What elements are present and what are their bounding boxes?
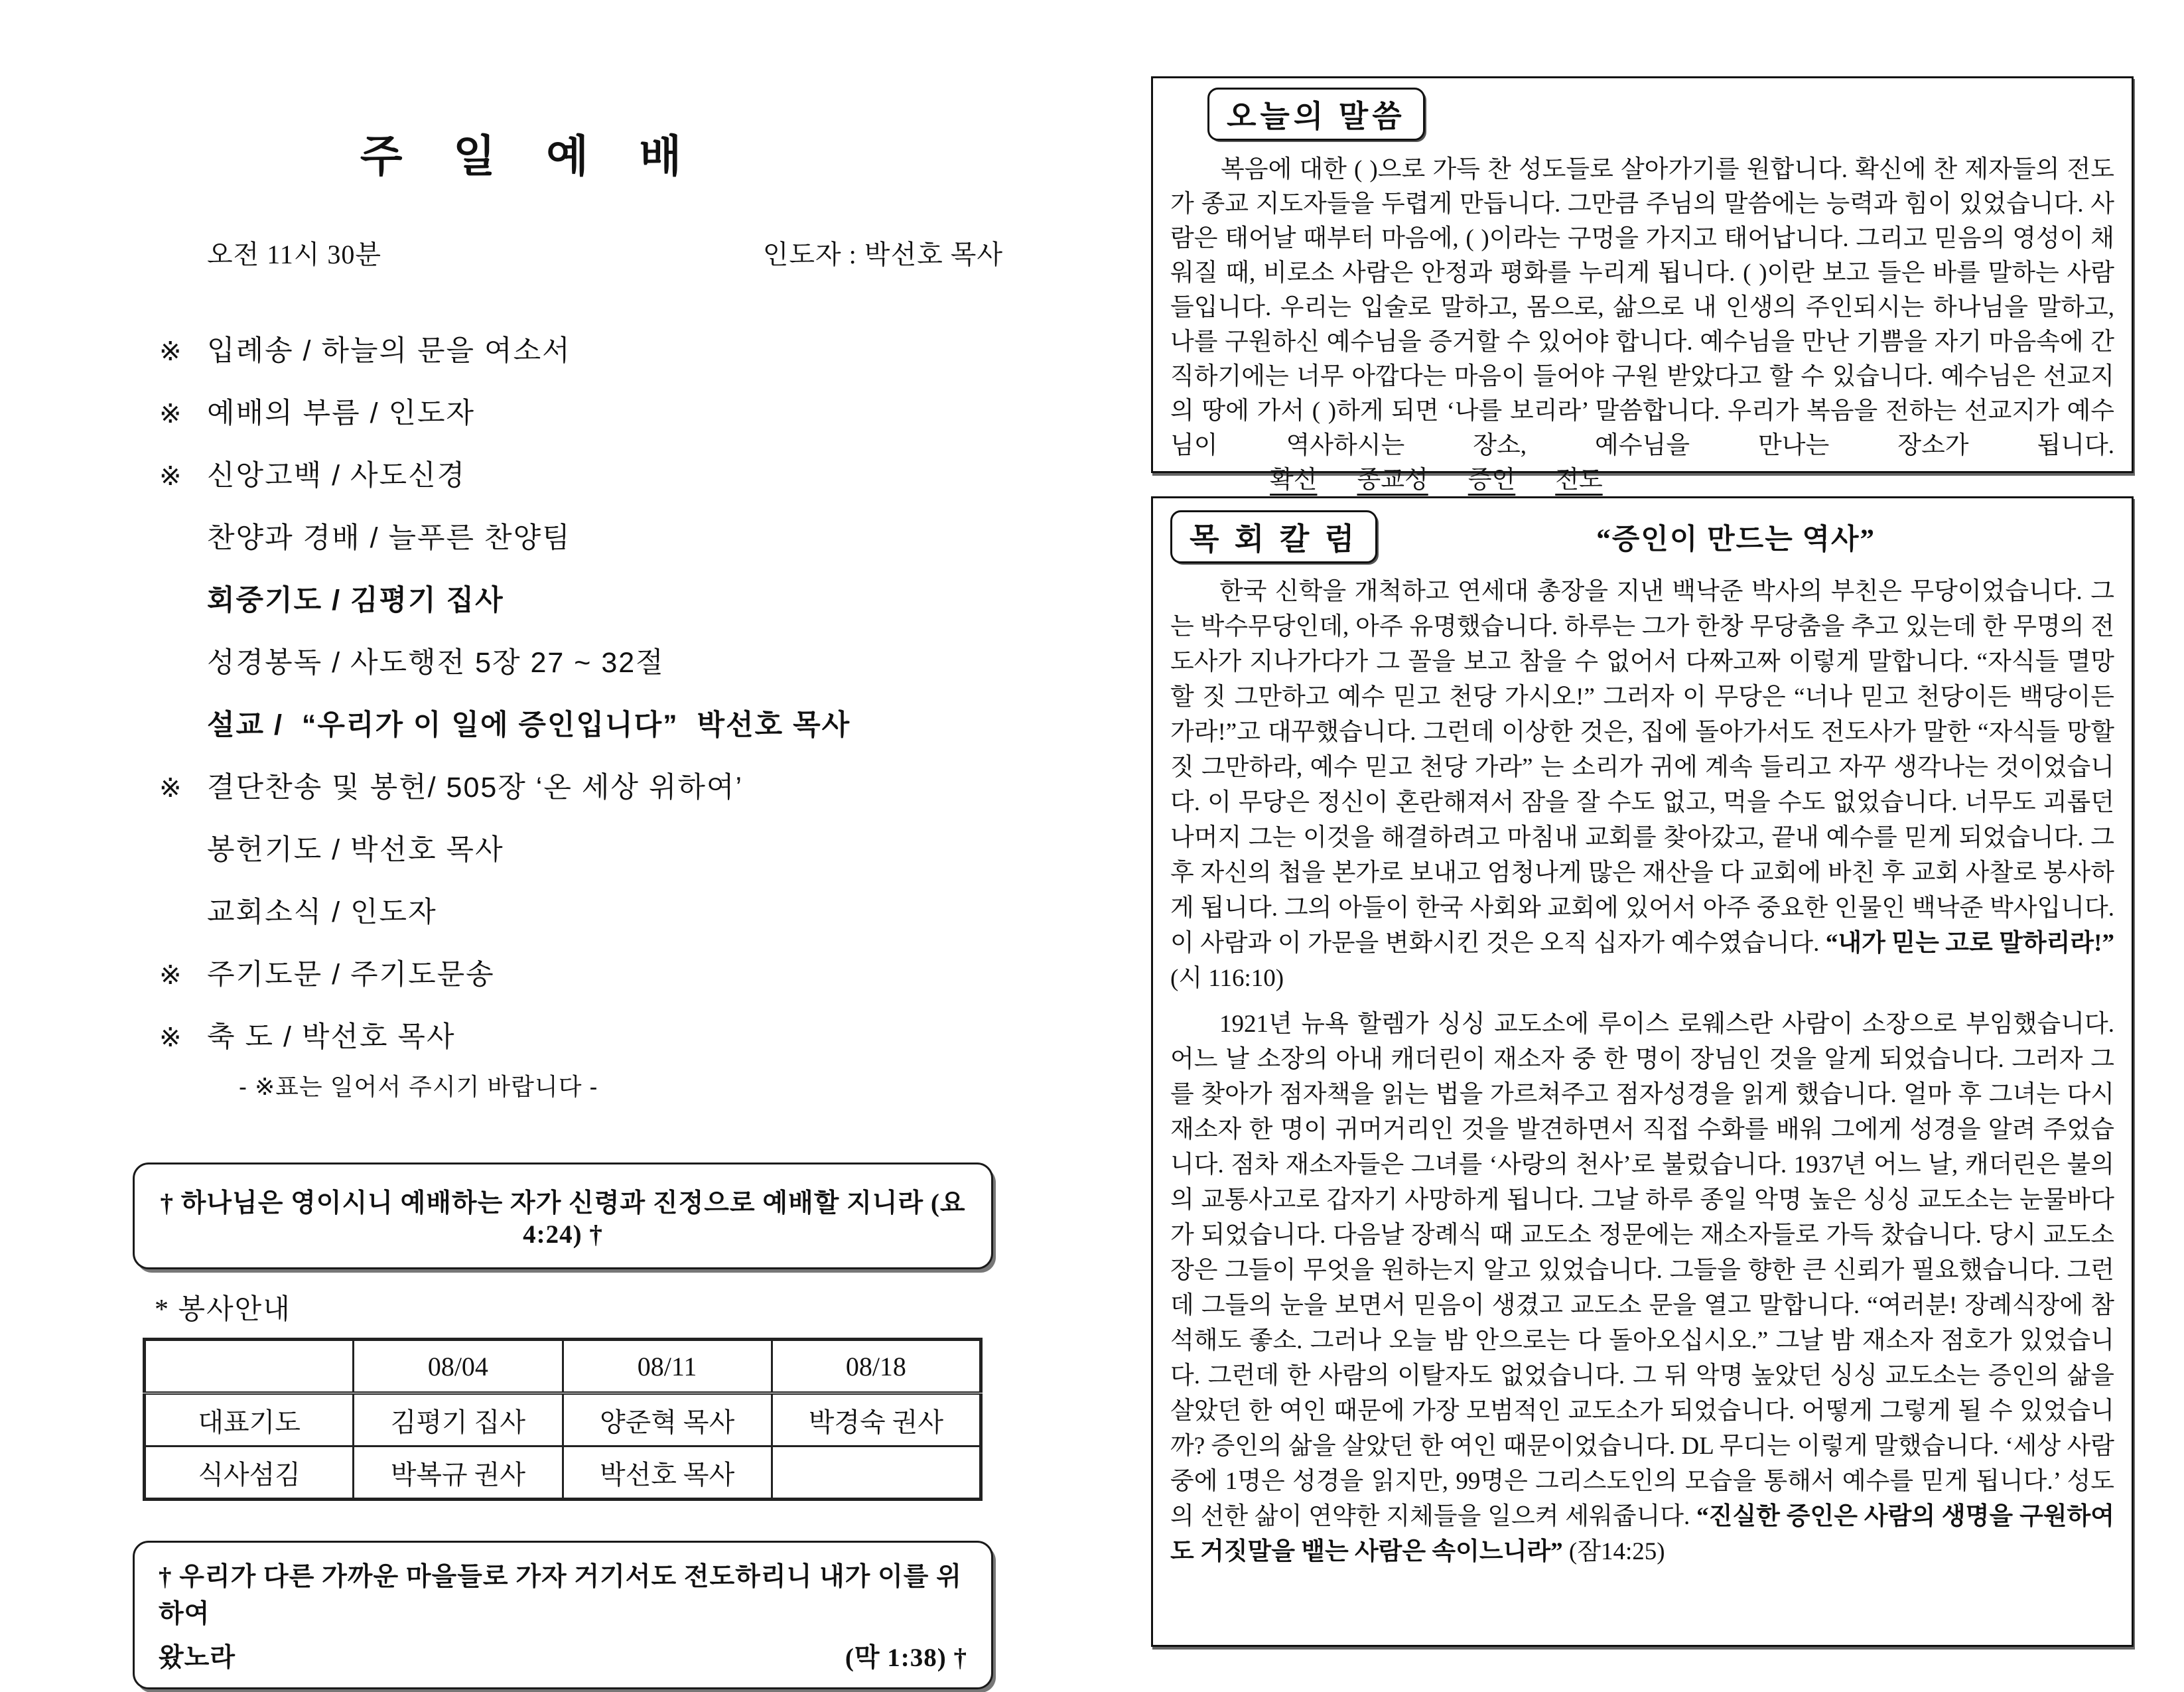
answer-word: 종교성 xyxy=(1357,466,1428,494)
todays-word-text: 복음에 대한 ( )으로 가득 찬 성도들로 살아가기를 원합니다. 확신에 찬 제자들의 전도가 종교 지도자들을 두렵게 만듭니다. 그만큼 주님의 말씀에는 능력과 힘이 있었습니다. 사람은 태어날 때부터 마음에, ( )이라는 구멍을 가지고 태어납니다. 그리고 믿음의 영성이 채워질 때, 비로소 사람은 안정과 평화를 누리게 됩니다. ( )이란 보고 들은 바를 말하는 사람들입니다. 우리는 입술로 말하고, 몸으로, 삶으로 내 인생의 주인되시는 하나님을 말하고, 나를 구원하신 예수님을 증거할 수 있어야 합니다. 예수님을 만난 기쁨을 자기 마음속에 간직하기에는 너무 아깝다는 마음이 들어야 구원 받았다고 할 수 있습니다. 예수님은 선교지의 땅에 가서 ( )하게 되면 ‘나를 보리라’ 말씀합니다. 우리가 복음을 전하는 선교지가 예수님이 역사하시는 장소, 예수님을 만나는 장소가 됩니다. xyxy=(1170,156,2114,459)
todays-word-label: 오늘의 말씀 xyxy=(1207,88,1425,141)
worship-order-text: 봉헌기도 / 박선호 목사 xyxy=(207,834,504,866)
worship-order-text: 찬양과 경배 / 늘푸른 찬양팀 xyxy=(207,522,571,554)
service-guide-heading: * 봉사안내 xyxy=(155,1295,291,1325)
service-table-cell: 박복규 권사 xyxy=(354,1446,563,1500)
pastoral-column-label: 목 회 칼 럼 xyxy=(1170,510,1377,563)
worship-order-text: 주기도문 / 주기도문송 xyxy=(207,959,495,991)
column-paragraph xyxy=(1170,1007,2114,1569)
worship-order-text: 결단찬송 및 봉헌/ 505장 ‘온 세상 위하여’ xyxy=(207,772,744,804)
service-table-cell: 양준혁 목사 xyxy=(563,1393,772,1446)
todays-word-section xyxy=(1151,76,2134,494)
stand-marker-icon: ※ xyxy=(159,462,182,491)
column-text-segment: (잠14:25) xyxy=(1562,1538,1665,1565)
pastoral-column-header xyxy=(1170,510,2114,563)
worship-order-text: 예배의 부름 / 인도자 xyxy=(207,397,476,429)
answer-word: 전도 xyxy=(1555,466,1603,494)
worship-order-text: 신앙고백 / 사도신경 xyxy=(207,460,466,492)
column-text-segment: “내가 믿는 고로 말하리라!” xyxy=(1825,930,2114,957)
service-table-cell: 김평기 집사 xyxy=(354,1393,563,1446)
column-text-segment: 1921년 뉴욕 할렘가 싱싱 교도소에 루이스 로웨스란 사람이 소장으로 부임했습니다. 어느 날 소장의 아내 캐더린이 재소자 중 한 명이 장님인 것을 알게 되었습니다. 그러자 그를 찾아가 점자책을 읽는 법을 가르쳐주고 점자성경을 읽게 했습니다. 얼마 후 그녀는 다시 재소자 한 명이 귀머거리인 것을 발견하면서 직접 수화를 배워 그에게 성경을 알려 주었습니다. 점차 재소자들은 그녀를 ‘사랑의 천사’로 불렀습니다. 1937년 어느 날, 캐더린은 불의의 교통사고로 갑자기 사망하게 됩니다. 그날 하루 종일 악명 높은 싱싱 교도소는 눈물바다가 되었습니다. 다음날 장례식 때 교도소 정문에는 재소자들로 가득 찼습니다. 당시 교도소장은 그들이 무엇을 원하는지 알고 있었습니다. 그들을 향한 큰 신뢰가 필요했습니다. 그런데 그들의 눈을 보면서 믿음이 생겼고 교도소 문을 열고 말합니다. “여러분! 장례식장에 참석해도 좋소. 그러나 오늘 밤 안으로는 다 돌아오십시오.” 그날 밤 재소자 점호가 있었습니다. 그런데 한 사람의 이탈자도 없었습니다. 그 뒤 악명 높았던 싱싱 교도소는 증인의 삶을 살았던 한 여인 때문에 가장 모범적인 교도소가 되었습니다. 어떻게 그렇게 될 수 있었습니까? 증인의 삶을 살았던 한 여인 때문이었습니다. DL 무디는 이렇게 말했습니다. ‘세상 사람 중에 1명은 성경을 읽지만, 99명은 그리스도인의 모습을 통해서 예수를 믿게 됩니다.’ 성도의 선한 삶이 연약한 지체들을 일으켜 세워줍니다. xyxy=(1170,1011,2114,1530)
worship-order-text: 회중기도 / 김평기 집사 xyxy=(207,585,504,616)
service-table-cell: 대표기도 xyxy=(145,1393,354,1446)
verse-reference: (막 1:38) † xyxy=(845,1644,967,1672)
stand-marker-icon: ※ xyxy=(159,1023,182,1052)
column-text-segment: (시 116:10) xyxy=(1170,965,1284,992)
answer-word: 증인 xyxy=(1467,466,1516,494)
worship-order-text: 입례송 / 하늘의 문을 여소서 xyxy=(207,335,571,367)
todays-word-body xyxy=(1170,153,2114,498)
stand-marker-icon: ※ xyxy=(159,337,182,366)
service-leader: 인도자 : 박선호 목사 xyxy=(762,240,1003,269)
service-table-header-cell: 08/18 xyxy=(772,1340,981,1393)
worship-order-text: 축 도 / 박선호 목사 xyxy=(207,1021,456,1053)
service-table-header-cell: 08/11 xyxy=(563,1340,772,1393)
answer-word-list xyxy=(1250,466,1623,494)
worship-order-text: 성경봉독 / 사도행전 5장 27 ~ 32절 xyxy=(207,647,665,679)
answer-word: 확신 xyxy=(1270,466,1318,494)
stand-marker-icon: ※ xyxy=(159,961,182,990)
column-paragraph xyxy=(1170,574,2114,996)
service-table-cell: 식사섬김 xyxy=(145,1446,354,1500)
worship-order-text: 교회소식 / 인도자 xyxy=(207,896,437,928)
stand-note: - ※표는 일어서 주시기 바랍니다 - xyxy=(239,1073,598,1100)
service-table-cell: 박선호 목사 xyxy=(563,1446,772,1500)
column-text-segment: “진실한 증인은 사람의 생명을 구원하여도 거짓말을 뱉는 사람은 속이느니라” xyxy=(1170,1503,2114,1565)
verse-text-line1: † 우리가 다른 가까운 마을들로 가자 거기서도 전도하리니 내가 이를 위하여 xyxy=(159,1563,962,1628)
stand-marker-icon: ※ xyxy=(159,399,182,429)
stand-marker-icon: ※ xyxy=(159,774,182,803)
column-text-segment: 한국 신학을 개척하고 연세대 총장을 지낸 백낙준 박사의 부친은 무당이었습니다. 그는 박수무당인데, 아주 유명했습니다. 하루는 그가 한창 무당춤을 추고 있는데 한 무명의 전도사가 지나가다가 그 꼴을 보고 참을 수 없어서 다짜고짜 이렇게 말합니다. “자식들 멸망할 짓 그만하고 예수 믿고 천당 가시오!” 그러자 이 무당은 “너나 믿고 천당이든 백당이든 가라!”고 대꾸했습니다. 그런데 이상한 것은, 집에 돌아가서도 전도사가 말한 “자식들 망할 짓 그만하라, 예수 믿고 천당 가라” 는 소리가 귀에 계속 들리고 자꾸 생각나는 것이었습니다. 이 무당은 정신이 혼란해져서 잠을 잘 수도 없고, 먹을 수도 없었습니다. 너무도 괴롭던 나머지 그는 이것을 해결하려고 마침내 교회를 찾아갔고, 끝내 예수를 믿게 되었습니다. 그 후 자신의 첩을 본가로 보내고 엄청나게 많은 재산을 다 교회에 바친 후 교회 사찰로 봉사하게 됩니다. 그의 아들이 한국 사회와 교회에 있어서 아주 중요한 인물인 백낙준 박사입니다. 이 사람과 이 가문을 변화시킨 것은 오직 십자가 예수였습니다. xyxy=(1170,578,2114,957)
service-table-cell: 박경숙 권사 xyxy=(772,1393,981,1446)
service-time: 오전 11시 30분 xyxy=(207,240,382,269)
verse-text: † 하나님은 영이시니 예배하는 자가 신령과 진정으로 예배할 지니라 (요4:24) † xyxy=(160,1189,966,1249)
service-table-header-cell: 08/04 xyxy=(354,1340,563,1393)
page-title: 주 일 예 배 xyxy=(360,133,702,181)
pastoral-column-body xyxy=(1170,574,2114,1569)
verse-text-line2: 왔노라 xyxy=(159,1644,236,1672)
worship-order-text: 설교 / “우리가 이 일에 증인입니다” 박선호 목사 xyxy=(207,709,851,741)
pastoral-column-title: “증인이 만드는 역사” xyxy=(1596,524,1876,555)
pastoral-column-section xyxy=(1151,496,2134,1647)
